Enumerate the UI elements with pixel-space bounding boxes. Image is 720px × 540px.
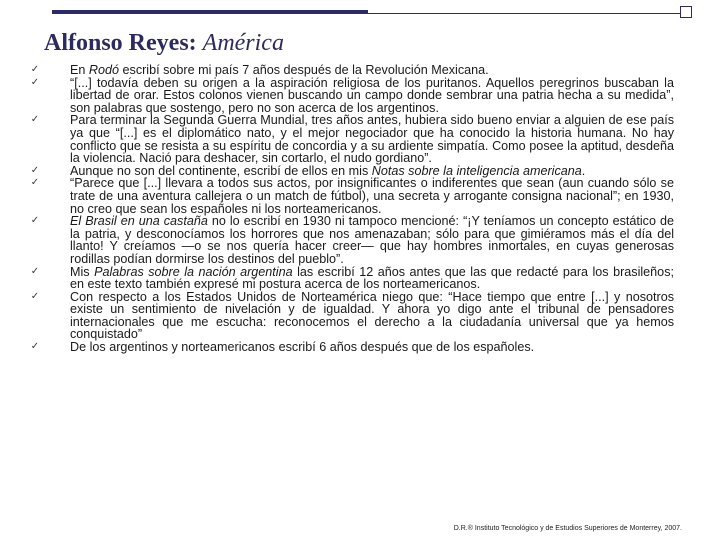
- bullet-text-italic: Notas sobre la inteligencia americana: [371, 163, 582, 178]
- bullet-item: [28, 341, 674, 354]
- bullet-text: Para terminar la Segunda Guerra Mundial, tres años antes, hubiera sido bueno enviar a alguien de ese país ya que “[...] es el diplomático nato, y el mejor negociador que ha conocido la historia humana. No hay conflicto que se resista a su espíritu de concordia y a su ardiente simpatía. Como posee la aptitud, desdeña la violencia. Nació para deshacer, sin cortarlo, el nudo gordiano”.: [70, 113, 674, 166]
- checkmark-icon: ✓: [30, 76, 40, 88]
- bullet-item: [28, 114, 674, 164]
- bullet-item: [28, 266, 674, 291]
- checkmark-icon: ✓: [30, 164, 40, 176]
- bullet-text: Con respecto a los Estados Unidos de Norteamérica niego que: “Hace tiempo que entre [...] y nosotros existe un sentimiento de nivelación y de igualdad. Y ahora yo digo ante el tribunal de pensadores internacionales que me escucha: reconocemos el derecho a la ciudadanía universal que ya hemos conquistado”: [70, 289, 674, 342]
- bullet-text: no lo escribí en 1930 ni tampoco mencioné: “¡Y teníamos un concepto estático de la patria, y desconocíamos los horrores que nos amenazaban; sólo para que gimiéramos más el día del llanto! Y creíamos —o se nos quería hacer creer— que hay hombres inmortales, en cuyas generosas rodillas podían dormirse los destinos del pueblo”.: [70, 214, 674, 266]
- checkmark-icon: ✓: [30, 114, 40, 126]
- checkmark-icon: ✓: [30, 215, 40, 227]
- top-rule-thin: [52, 13, 680, 14]
- bullet-text: “[...] todavía deben su origen a la aspiración religiosa de los puritanos. Aquellos peregrinos buscaban la libertad de orar. Estos colonos vienen buscando un campo donde sembrar una patria hecha a su medida”, son palabras que sostengo, pero no son acerca de los argentinos.: [70, 75, 674, 115]
- checkmark-icon: ✓: [30, 265, 40, 277]
- bullet-item: [28, 215, 674, 265]
- bullet-text: De los argentinos y norteamericanos escribí 6 años después que de los españoles.: [70, 340, 535, 355]
- bullet-text: Aunque no son del continente, escribí de ellos en mis: [70, 163, 372, 178]
- bullet-list: [28, 64, 674, 354]
- bullet-text: escribí sobre mi país 7 años después de la Revolución Mexicana.: [119, 63, 489, 77]
- slide-title: [44, 30, 284, 57]
- checkmark-icon: ✓: [30, 64, 40, 75]
- checkmark-icon: ✓: [30, 341, 40, 353]
- top-rule: [52, 10, 680, 14]
- bullet-text-italic: Palabras sobre la nación argentina: [94, 264, 293, 279]
- bullet-text: “Parece que [...] llevara a todos sus actos, por insignificantes o indiferentes que sean (aun cuando sólo se trate de una aventura callejera o un match de fútbol), una secreta y arrogante consigna nacional”; en 1930, no creo que sean los españoles ni los norteamericanos.: [70, 176, 674, 216]
- bullet-text: las escribí 12 años antes que las que redacté para los brasileños; en este texto también expresé mi postura acerca de los norteamericanos.: [70, 264, 674, 292]
- bullet-text-italic: El Brasil en una castaña: [70, 214, 208, 229]
- bullet-item: [28, 291, 674, 341]
- checkmark-icon: ✓: [30, 290, 40, 302]
- copyright-footer: D.R.® Instituto Tecnológico y de Estudios Superiores de Monterrey, 2007.: [453, 525, 682, 532]
- corner-box-decoration: [680, 6, 692, 18]
- title-italic: América: [202, 30, 284, 56]
- bullet-text: En: [70, 63, 89, 77]
- bullet-text: Mis: [70, 264, 95, 279]
- checkmark-icon: ✓: [30, 177, 40, 189]
- bullet-item: [28, 177, 674, 215]
- bullet-text: .: [581, 163, 586, 178]
- title-main: Alfonso Reyes:: [44, 30, 203, 56]
- bullet-item: [28, 77, 674, 115]
- bullet-text-italic: Rodó: [88, 63, 120, 77]
